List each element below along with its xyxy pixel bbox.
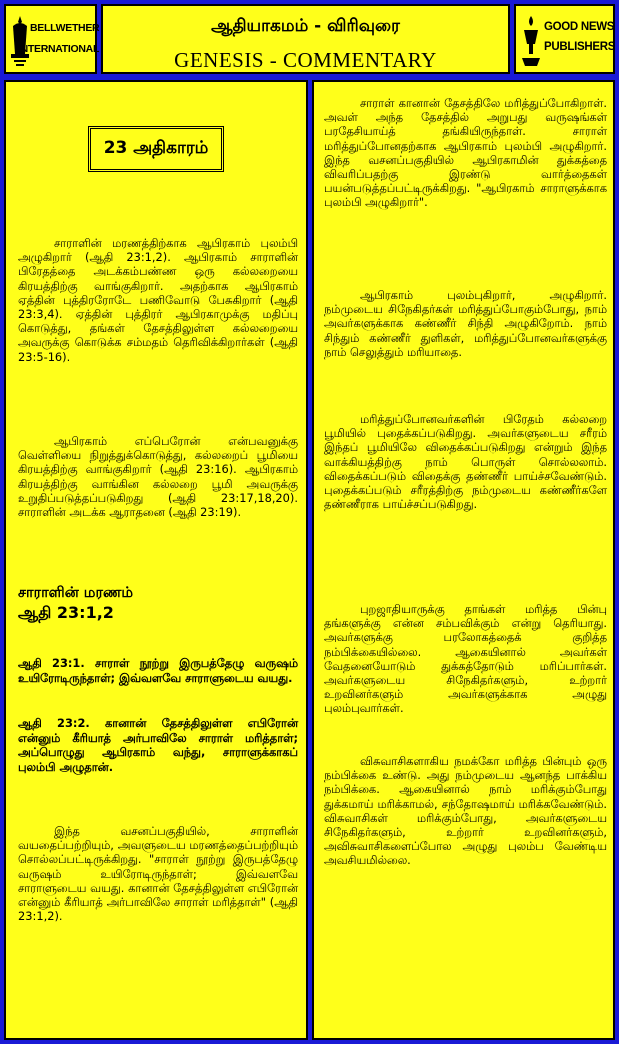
- verse-1: ஆதி 23:1. சாராள் நூற்று இருபத்தேழு வருஷம் உயிரோடிருந்தாள்; இவ்வளவே சாராளுடைய வயது.: [18, 656, 298, 685]
- lamp-icon: [520, 14, 542, 68]
- left-paragraph-2: ஆபிரகாம் எப்பெரோன் என்பவனுக்கு வெள்ளியை நிறுத்துக்கொடுத்து, கல்லறைப் பூமியை கிரயத்திற்கு வாங்குகிறார் (ஆதி 23:16). ஆபிரகாம் கிரயத்திற்கு வாங்கின கல்லறை பூமி அவருக்கு உறுதிப்படுத்தப்படுகிறது (ஆதி 23:17,18,20). சாராளின் அடக்க ஆராதனை (ஆதி 23:19).: [18, 434, 298, 520]
- section-heading: சாராளின் மரணம் ஆதி 23:1,2: [18, 585, 134, 622]
- header-title: [101, 4, 510, 74]
- right-paragraph-2: ஆபிரகாம் புலம்புகிறார், அழுகிறார். நம்முடைய சிநேகிதர்கள் மரித்துப்போகும்போது, நாம் அவர்களுக்காக கண்ணீர் சிந்தி அழுகிறோம். நாம் சிந்தும் கண்ணீர் துளிகள், மரித்துப்போனவர்களுக்கு நாம் செலுத்தும் மரியாதை.: [324, 288, 607, 359]
- left-paragraph-3: இந்த வசனப்பகுதியில், சாராளின் வயதைப்பற்றியும், அவளுடைய மரணத்தைப்பற்றியும் சொல்லப்பட்டிருக்கிறது. "சாராள் நூற்று இருபத்தேழு வருஷம் உயிரோடிருந்தாள்; இவ்வளவே சாராளுடைய வயது. கானான் தேசத்திலுள்ள எபிரோன் என்னும் கீரியாத் அர்பாவிலே சாராள் மரித்தாள்" (ஆதி 23:1,2).: [18, 824, 298, 924]
- right-paragraph-4: புறஜாதியாருக்கு தாங்கள் மரித்த பின்பு தங்களுக்கு என்ன சம்பவிக்கும் என்று தெரியாது. அவர்களுக்கு பரலோகத்தைக் குறித்த நம்பிக்கையில்லை. ஆகையினால் அவர்கள் வேதனையோடும் துக்கத்தோடும் மரிப்பார்கள். அவர்களுடைய சிநேகிதர்களும், உற்றார் உறவினர்களும் அவர்களுக்காக அழுது புலம்புவார்கள்.: [324, 602, 607, 716]
- right-column: [312, 80, 615, 1040]
- bell-icon: [10, 14, 30, 68]
- left-column: [4, 80, 308, 1040]
- left-paragraph-1: சாராளின் மரணத்திற்காக ஆபிரகாம் புலம்பி அழுகிறார் (ஆதி 23:1,2). ஆபிரகாம் சாராளின் பிரேதத்தை அடக்கம்பண்ண ஒரு கல்லறையை கிரயத்திற்கு வாங்குகிறார். அதற்காக ஆபிரகாம் ஏத்தின் புத்திரரோடே பணிவோடு பேசுகிறார் (ஆதி 23:3,4). ஏத்தின் புத்திரர் ஆபிரகாமுக்கு மதிப்பு கொடுத்து, தங்கள் தேசத்திலுள்ள கல்லறையை அவருக்கு கொடுக்க சம்மதம் தெரிவிக்கிறார்கள் (ஆதி 23:5-16).: [18, 236, 298, 364]
- chapter-title: 23 அதிகாரம்: [88, 126, 224, 172]
- right-paragraph-5: விசுவாசிகளாகிய நமக்கோ மரித்த பின்பும் ஒரு நம்பிக்கை உண்டு. அது நம்முடைய ஆனந்த பாக்கிய நம்பிக்கை. ஆகையினால் நாம் மரிக்கும்போது துக்கமாய் மரிக்காமல், சந்தோஷமாய் மரிக்கவேண்டும். விசுவாசிகள் மரிக்கும்போது, அவர்களுடைய சிநேகிதர்களும், உற்றார் உறவினர்களும், அவிசுவாசிகளைப்போல அழுது புலம்ப வேண்டிய அவசியமில்லை.: [324, 754, 607, 868]
- title-english: GENESIS - COMMENTARY: [174, 48, 437, 72]
- bellwether-logo-text: BELLWETHER INTERNATIONAL: [18, 22, 100, 55]
- good-news-logo: [514, 4, 615, 74]
- right-paragraph-1: சாராள் கானான் தேசத்திலே மரித்துப்போகிறாள். அவள் அந்த தேசத்தில் அறுபது வருஷங்கள் பரதேசியாய்த் தங்கியிருந்தாள். சாராள் மரித்துப்போனதற்காக ஆபிரகாம் புலம்பி அழுகிறார். இந்த வசனப்பகுதியில் ஆபிரகாமின் துக்கத்தை விவரிப்பதற்கு இரண்டு வார்த்தைகள் பயன்படுத்தப்பட்டிருக்கிறது. "ஆபிரகாம் சாராளுக்காக புலம்பி அழுகிறார்".: [324, 96, 607, 210]
- good-news-logo-text: GOOD NEWS PUBLISHERS: [544, 21, 616, 53]
- title-tamil: ஆதியாகமம் - விரிவுரை: [211, 16, 400, 36]
- right-paragraph-3: மரித்துப்போனவர்களின் பிரேதம் கல்லறை பூமியில் புதைக்கப்படுகிறது. அவர்களுடைய சரீரம் இந்தப் பூமியிலே விதைக்கப்படுகிறது என்றும் இந்த வாக்கியத்திற்கு நாம் பொருள் சொல்லலாம். விதைக்கப்படும் விதைக்கு தண்ணீர் பாய்ச்சவேண்டும். புதைக்கப்படும் சரீரத்திற்கு நம்முடைய கண்ணீர்களே தண்ணீராக பாய்ச்சப்படுகிறது.: [324, 412, 607, 512]
- verse-2: ஆதி 23:2. கானான் தேசத்திலுள்ள எபிரோன் என்னும் கீரியாத் அர்பாவிலே சாராள் மரித்தாள்; அப்பொழுது ஆபிரகாம் வந்து, சாராளுக்காகப் புலம்பி அழுதான்.: [18, 716, 298, 774]
- bellwether-logo: [4, 4, 100, 74]
